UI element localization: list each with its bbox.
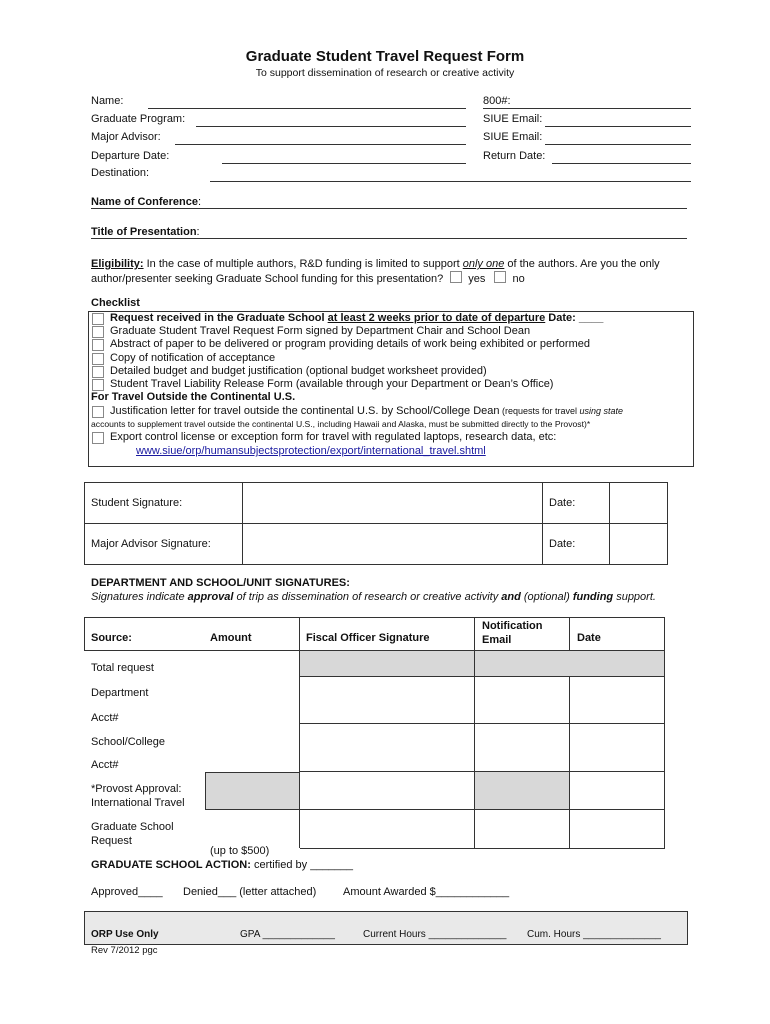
grad-action: GRADUATE SCHOOL ACTION: certified by _______	[91, 859, 354, 871]
checklist-item: Detailed budget and budget justification (optional budget worksheet provided)	[110, 365, 487, 377]
student-date-field[interactable]	[610, 483, 668, 524]
shaded-cell	[300, 651, 474, 676]
fiscal-officer-header: Fiscal Officer Signature	[306, 632, 430, 644]
cum-hours-field[interactable]: Cum. Hours ______________	[527, 929, 661, 940]
received-checkbox[interactable]	[92, 313, 104, 325]
shaded-cell	[475, 772, 569, 809]
received-item: Request received in the Graduate School at least 2 weeks prior to date of departure Date: ____	[110, 312, 604, 324]
export-control-link[interactable]: www.siue/orp/humansubjectsprotection/export/international_travel.shtml	[136, 445, 486, 457]
revision-note: Rev 7/2012 pgc	[91, 945, 158, 956]
provost-label-2: International Travel	[91, 797, 185, 809]
presentation-field[interactable]	[91, 238, 687, 239]
acct-label: Acct#	[91, 759, 119, 771]
department-note: Signatures indicate approval of trip as dissemination of research or creative activity and (optional) funding support.	[91, 591, 656, 603]
yes-checkbox[interactable]	[450, 271, 462, 283]
grad-program-field[interactable]	[196, 126, 466, 127]
justification-item: Justification letter for travel outside the continental U.S. by School/College Dean (requests for travel using state	[110, 405, 624, 417]
total-request-label: Total request	[91, 662, 154, 674]
siue-email-1-label: SIUE Email:	[483, 113, 543, 125]
checklist-checkbox[interactable]	[92, 353, 104, 365]
date-label: Date:	[543, 483, 610, 524]
form-title: Graduate Student Travel Request Form	[245, 48, 525, 65]
siue-email-1-field[interactable]	[545, 126, 691, 127]
department-label: Department	[91, 687, 149, 699]
checklist-checkbox[interactable]	[92, 366, 104, 378]
grad-program-label: Graduate Program:	[91, 113, 186, 125]
checklist-checkbox[interactable]	[92, 326, 104, 338]
advisor-date-field[interactable]	[610, 524, 668, 565]
justification-note: accounts to supplement travel outside the continental U.S., including Hawaii and Alaska, must be submitted directly to the Provost)*	[91, 419, 591, 429]
grad-school-label: Graduate School	[91, 821, 174, 833]
shaded-cell	[205, 772, 299, 809]
upto-label: (up to $500)	[210, 845, 270, 857]
id-800-field[interactable]	[483, 108, 691, 109]
signature-table	[84, 482, 668, 565]
name-label: Name:	[91, 95, 124, 107]
checklist-item: Student Travel Liability Release Form (available through your Department or Dean’s Office)	[110, 378, 554, 390]
form-subtitle: To support dissemination of research or creative activity	[255, 67, 515, 79]
current-hours-field[interactable]: Current Hours ______________	[363, 929, 507, 940]
source-header: Source:	[91, 632, 132, 644]
amount-awarded-field[interactable]: Amount Awarded $____________	[343, 886, 510, 898]
checklist-item: Abstract of paper to be delivered or program providing details of work being exhibited or performed	[110, 338, 590, 350]
school-label: School/College	[91, 736, 165, 748]
date-header: Date	[577, 632, 601, 644]
eligibility-text: Eligibility: In the case of multiple authors, R&D funding is limited to support only one of the authors. Are you the only author/presenter seeking Graduate School funding for this presentation? yes no	[91, 258, 660, 285]
date-label: Date:	[543, 524, 610, 565]
amount-header: Amount	[210, 632, 252, 644]
checklist-heading: Checklist	[91, 297, 140, 309]
advisor-signature-label: Major Advisor Signature:	[85, 524, 243, 565]
no-checkbox[interactable]	[494, 271, 506, 283]
return-date-label: Return Date:	[483, 150, 546, 162]
notification-email-header: Notification Email	[482, 620, 543, 646]
name-field[interactable]	[148, 108, 466, 109]
advisor-signature-field[interactable]	[243, 524, 543, 565]
student-signature-label: Student Signature:	[85, 483, 243, 524]
export-item: Export control license or exception form for travel with regulated laptops, research data, etc:	[110, 431, 557, 443]
acct-label: Acct#	[91, 712, 119, 724]
presentation-label: Title of Presentation:	[91, 226, 200, 238]
destination-field[interactable]	[210, 181, 691, 182]
id-800-label: 800#:	[483, 95, 511, 107]
checklist-item: Copy of notification of acceptance	[110, 352, 276, 364]
checklist-checkbox[interactable]	[92, 379, 104, 391]
siue-email-2-field[interactable]	[545, 144, 691, 145]
department-heading: DEPARTMENT AND SCHOOL/UNIT SIGNATURES:	[91, 577, 350, 589]
major-advisor-label: Major Advisor:	[91, 131, 161, 143]
justification-checkbox[interactable]	[92, 406, 104, 418]
export-checkbox[interactable]	[92, 432, 104, 444]
provost-label: *Provost Approval:	[91, 783, 182, 795]
denied-field[interactable]: Denied___ (letter attached)	[183, 886, 317, 898]
destination-label: Destination:	[91, 167, 150, 179]
conference-label: Name of Conference:	[91, 196, 202, 208]
departure-date-label: Departure Date:	[91, 150, 170, 162]
student-signature-field[interactable]	[243, 483, 543, 524]
siue-email-2-label: SIUE Email:	[483, 131, 543, 143]
return-date-field[interactable]	[552, 163, 691, 164]
conference-field[interactable]	[91, 208, 687, 209]
outside-us-heading: For Travel Outside the Continental U.S.	[91, 391, 296, 403]
shaded-cell	[475, 651, 664, 676]
approved-field[interactable]: Approved____	[91, 886, 163, 898]
orp-label: ORP Use Only	[91, 929, 159, 940]
departure-date-field[interactable]	[222, 163, 466, 164]
grad-school-label-2: Request	[91, 835, 132, 847]
checklist-item: Graduate Student Travel Request Form signed by Department Chair and School Dean	[110, 325, 531, 337]
major-advisor-field[interactable]	[175, 144, 466, 145]
checklist-checkbox[interactable]	[92, 339, 104, 351]
gpa-field[interactable]: GPA _____________	[240, 929, 335, 940]
